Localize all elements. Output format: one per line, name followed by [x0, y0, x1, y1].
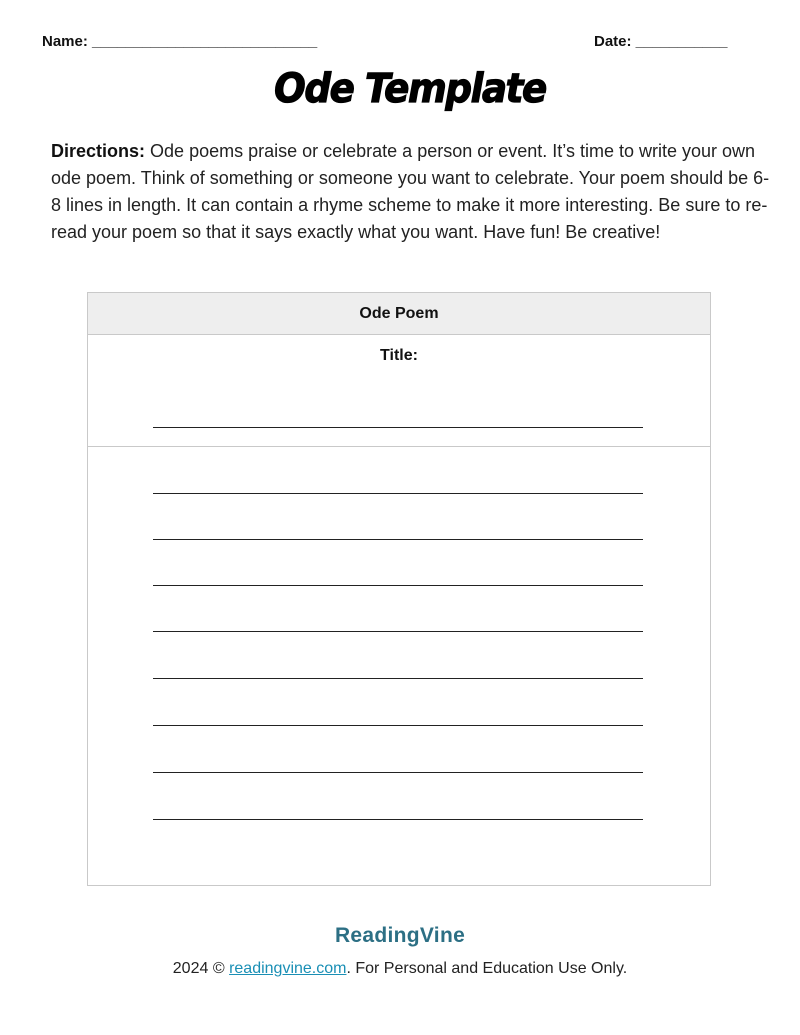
- readingvine-logo: ReadingVine: [334, 924, 466, 947]
- name-field-label: Name: ___________________________: [42, 33, 318, 50]
- title-row: [88, 335, 710, 447]
- poem-writing-line[interactable]: [153, 678, 643, 679]
- poem-writing-line[interactable]: [153, 819, 643, 820]
- poem-lines-area: [88, 447, 710, 887]
- footer-copyright: [0, 960, 800, 978]
- poem-title-label: Title:: [380, 347, 418, 364]
- table-heading: Ode Poem: [88, 293, 710, 335]
- directions-label: Directions:: [51, 141, 146, 161]
- readingvine-link[interactable]: readingvine.com: [229, 960, 347, 977]
- ode-poem-table: [87, 292, 711, 886]
- copyright-suffix: . For Personal and Education Use Only.: [346, 960, 628, 977]
- title-writing-line[interactable]: [153, 427, 643, 428]
- directions-paragraph: [51, 138, 771, 246]
- poem-writing-line[interactable]: [153, 585, 643, 586]
- directions-text: Ode poems praise or celebrate a person or event. It’s time to write your own ode poem. Think of something or someone you want to celebrate. Your poem should be 6-8 lines in length. It can contain a rhyme scheme to make it more interesting. Be sure to re-read your poem so that it says exactly what you want. Have fun! Be creative!: [51, 141, 770, 242]
- poem-writing-line[interactable]: [153, 772, 643, 773]
- copyright-year: 2024 ©: [172, 960, 225, 977]
- poem-writing-line[interactable]: [153, 539, 643, 540]
- poem-writing-line[interactable]: [153, 493, 643, 494]
- poem-writing-line[interactable]: [153, 725, 643, 726]
- date-field-label: Date: ___________: [594, 33, 728, 50]
- page-title: Ode Template: [274, 66, 546, 112]
- poem-writing-line[interactable]: [153, 631, 643, 632]
